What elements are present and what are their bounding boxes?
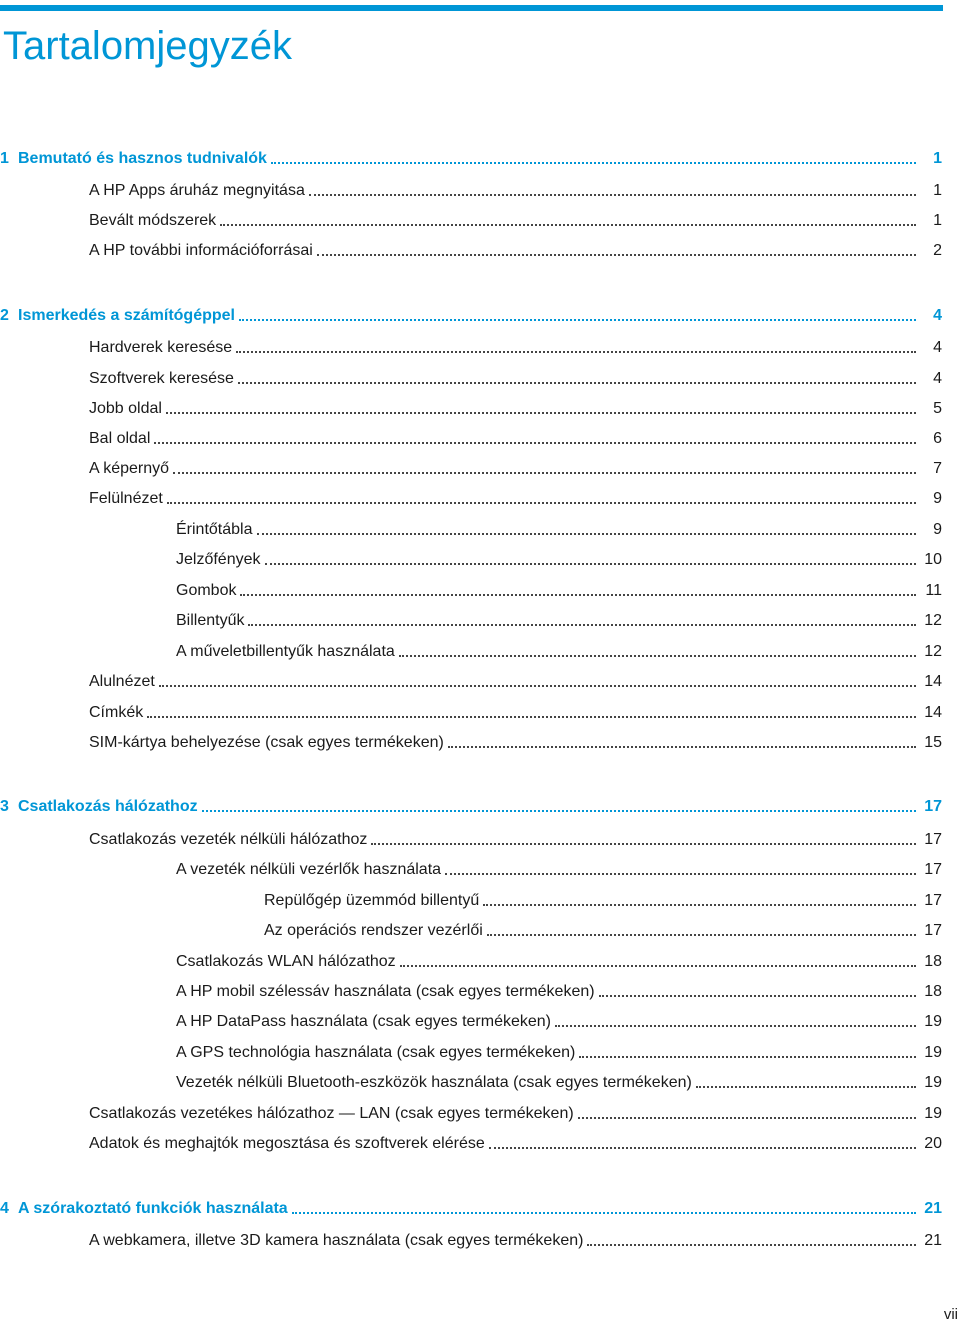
toc-dot-leader [238,382,916,384]
toc-entry[interactable] [89,1227,942,1251]
toc-dot-leader [317,254,916,256]
toc-dot-leader [257,533,917,535]
toc-entry-title: Szoftverek keresése [89,370,234,387]
toc-dot-leader [240,594,916,596]
toc-entry-title: A vezeték nélküli vezérlők használata [176,861,442,878]
toc-entry-page: 14 [924,673,942,690]
toc-dot-leader [236,351,916,353]
toc-entry-page: 14 [924,704,942,721]
toc-entry[interactable] [89,365,942,389]
toc-entry-page: 21 [924,1200,942,1217]
toc-dot-leader [487,934,916,936]
toc-entry-page: 17 [924,798,942,815]
toc-entry-title: Bemutató és hasznos tudnivalók [18,150,267,167]
toc-entry[interactable] [89,207,942,231]
toc-entry-page: 18 [924,953,942,970]
toc-dot-leader [489,1147,916,1149]
toc-entry-title: A HP további információforrásai [89,242,313,259]
top-rule [0,5,943,11]
toc-entry-page: 4 [933,339,942,356]
toc-entry-title: Bevált módszerek [89,212,217,229]
toc-entry-title: Vezeték nélküli Bluetooth-eszközök használata (csak egyes termékeken) [176,1074,692,1091]
toc-entry[interactable] [89,729,942,753]
toc-chapter-number: 4 [0,1200,9,1217]
toc-entry-page: 18 [924,983,942,1000]
toc-entry[interactable] [176,638,942,662]
toc-entry[interactable] [176,546,942,570]
toc-entry-title: Adatok és meghajtók megosztása és szoftverek elérése [89,1135,485,1152]
toc-entry[interactable] [176,607,942,631]
toc-entry-page: 2 [933,242,942,259]
toc-dot-leader [166,412,916,414]
toc-entry-title: Felülnézet [89,490,163,507]
toc-chapter-1[interactable] [0,145,942,169]
toc-dot-leader [202,810,916,812]
toc-dot-leader [239,319,916,321]
toc-entry-title: A szórakoztató funkciók használata [18,1200,288,1217]
toc-entry-page: 12 [924,643,942,660]
toc-entry-page: 1 [933,182,942,199]
toc-entry[interactable] [176,856,942,880]
toc-entry[interactable] [89,668,942,692]
toc-entry-page: 19 [924,1044,942,1061]
toc-entry[interactable] [264,887,942,911]
toc-entry[interactable] [176,577,942,601]
toc-entry-page: 21 [924,1232,942,1249]
toc-entry-title: Ismerkedés a számítógéppel [18,307,235,324]
toc-entry-page: 17 [924,892,942,909]
toc-entry-title: Alulnézet [89,673,155,690]
toc-entry-page: 4 [933,307,942,324]
toc-chapter-number: 1 [0,150,9,167]
toc-dot-leader [220,224,916,226]
toc-dot-leader [167,502,916,504]
toc-entry-title: Csatlakozás vezetékes hálózathoz — LAN (csak egyes termékeken) [89,1105,574,1122]
toc-entry[interactable] [89,1100,942,1124]
toc-chapter-3[interactable] [0,793,942,817]
toc-chapter-number: 2 [0,307,9,324]
toc-entry[interactable] [89,1130,942,1154]
toc-entry[interactable] [89,699,942,723]
toc-entry-page: 6 [933,430,942,447]
toc-dot-leader [696,1086,916,1088]
toc-entry-page: 9 [933,490,942,507]
toc-dot-leader [292,1212,916,1214]
toc-entry-page: 10 [924,551,942,568]
toc-entry[interactable] [176,1069,942,1093]
toc-dot-leader [309,194,916,196]
toc-entry-title: A HP DataPass használata (csak egyes termékeken) [176,1013,551,1030]
toc-entry-title: A GPS technológia használata (csak egyes termékeken) [176,1044,576,1061]
toc-entry-title: Billentyűk [176,612,245,629]
toc-entry[interactable] [89,455,942,479]
toc-entry[interactable] [89,425,942,449]
toc-entry-page: 20 [924,1135,942,1152]
toc-entry-title: Bal oldal [89,430,151,447]
toc-entry[interactable] [264,917,942,941]
toc-dot-leader [173,472,916,474]
toc-entry-title: Jobb oldal [89,400,162,417]
toc-chapter-4[interactable] [0,1195,942,1219]
toc-dot-leader [371,843,916,845]
toc-entry-page: 5 [933,400,942,417]
toc-entry-title: Hardverek keresése [89,339,233,356]
toc-entry-page: 9 [933,521,942,538]
toc-chapter-number: 3 [0,798,9,815]
toc-entry-page: 17 [924,922,942,939]
toc-dot-leader [154,442,916,444]
toc-dot-leader [445,873,916,875]
toc-entry-page: 17 [924,861,942,878]
toc-dot-leader [587,1244,916,1246]
toc-dot-leader [483,904,916,906]
toc-entry-title: Csatlakozás vezeték nélküli hálózathoz [89,831,368,848]
toc-entry-title: Jelzőfények [176,551,261,568]
toc-dot-leader [265,563,917,565]
toc-entry[interactable] [176,978,942,1002]
toc-entry-page: 1 [933,150,942,167]
toc-entry[interactable] [176,1039,942,1063]
toc-dot-leader [555,1025,916,1027]
toc-entry-page: 19 [924,1105,942,1122]
toc-entry-page: 12 [924,612,942,629]
toc-entry-title: Az operációs rendszer vezérlői [264,922,483,939]
toc-entry-title: Gombok [176,582,237,599]
toc-entry-page: 15 [924,734,942,751]
toc-dot-leader [579,1056,916,1058]
toc-entry-title: A képernyő [89,460,170,477]
toc-entry-page: 11 [925,582,942,599]
page-number: vii [943,1306,958,1323]
toc-entry-title: Csatlakozás hálózathoz [18,798,198,815]
toc-entry-page: 7 [933,460,942,477]
toc-entry-page: 4 [933,370,942,387]
toc-entry-title: Repülőgép üzemmód billentyű [264,892,480,909]
toc-entry-title: Érintőtábla [176,521,253,538]
toc-entry-page: 19 [924,1013,942,1030]
toc-entry-title: A HP mobil szélessáv használata (csak egyes termékeken) [176,983,595,1000]
toc-entry[interactable] [89,237,942,261]
toc-entry-title: Csatlakozás WLAN hálózathoz [176,953,396,970]
toc-entry[interactable] [89,485,942,509]
toc-dot-leader [271,162,916,164]
toc-dot-leader [599,995,916,997]
toc-dot-leader [578,1117,916,1119]
toc-entry-title: Címkék [89,704,144,721]
toc-entry[interactable] [89,826,942,850]
toc-entry[interactable] [89,395,942,419]
toc-dot-leader [159,685,916,687]
toc-entry[interactable] [176,1008,942,1032]
toc-entry-page: 1 [933,212,942,229]
toc-entry-page: 17 [924,831,942,848]
toc-entry-title: A műveletbillentyűk használata [176,643,395,660]
toc-entry[interactable] [89,177,942,201]
page-title: Tartalomjegyzék [3,24,293,68]
toc-entry-page: 19 [924,1074,942,1091]
toc-entry-title: SIM-kártya behelyezése (csak egyes termékeken) [89,734,444,751]
toc-entry-title: A HP Apps áruház megnyitása [89,182,305,199]
toc-dot-leader [448,746,916,748]
toc-chapter-2[interactable] [0,302,942,326]
toc-entry-title: A webkamera, illetve 3D kamera használata (csak egyes termékeken) [89,1232,584,1249]
toc-dot-leader [399,655,916,657]
toc-dot-leader [248,624,916,626]
toc-entry[interactable] [89,334,942,358]
toc-dot-leader [400,965,916,967]
toc-entry[interactable] [176,948,942,972]
toc-dot-leader [147,716,916,718]
toc-entry[interactable] [176,516,942,540]
